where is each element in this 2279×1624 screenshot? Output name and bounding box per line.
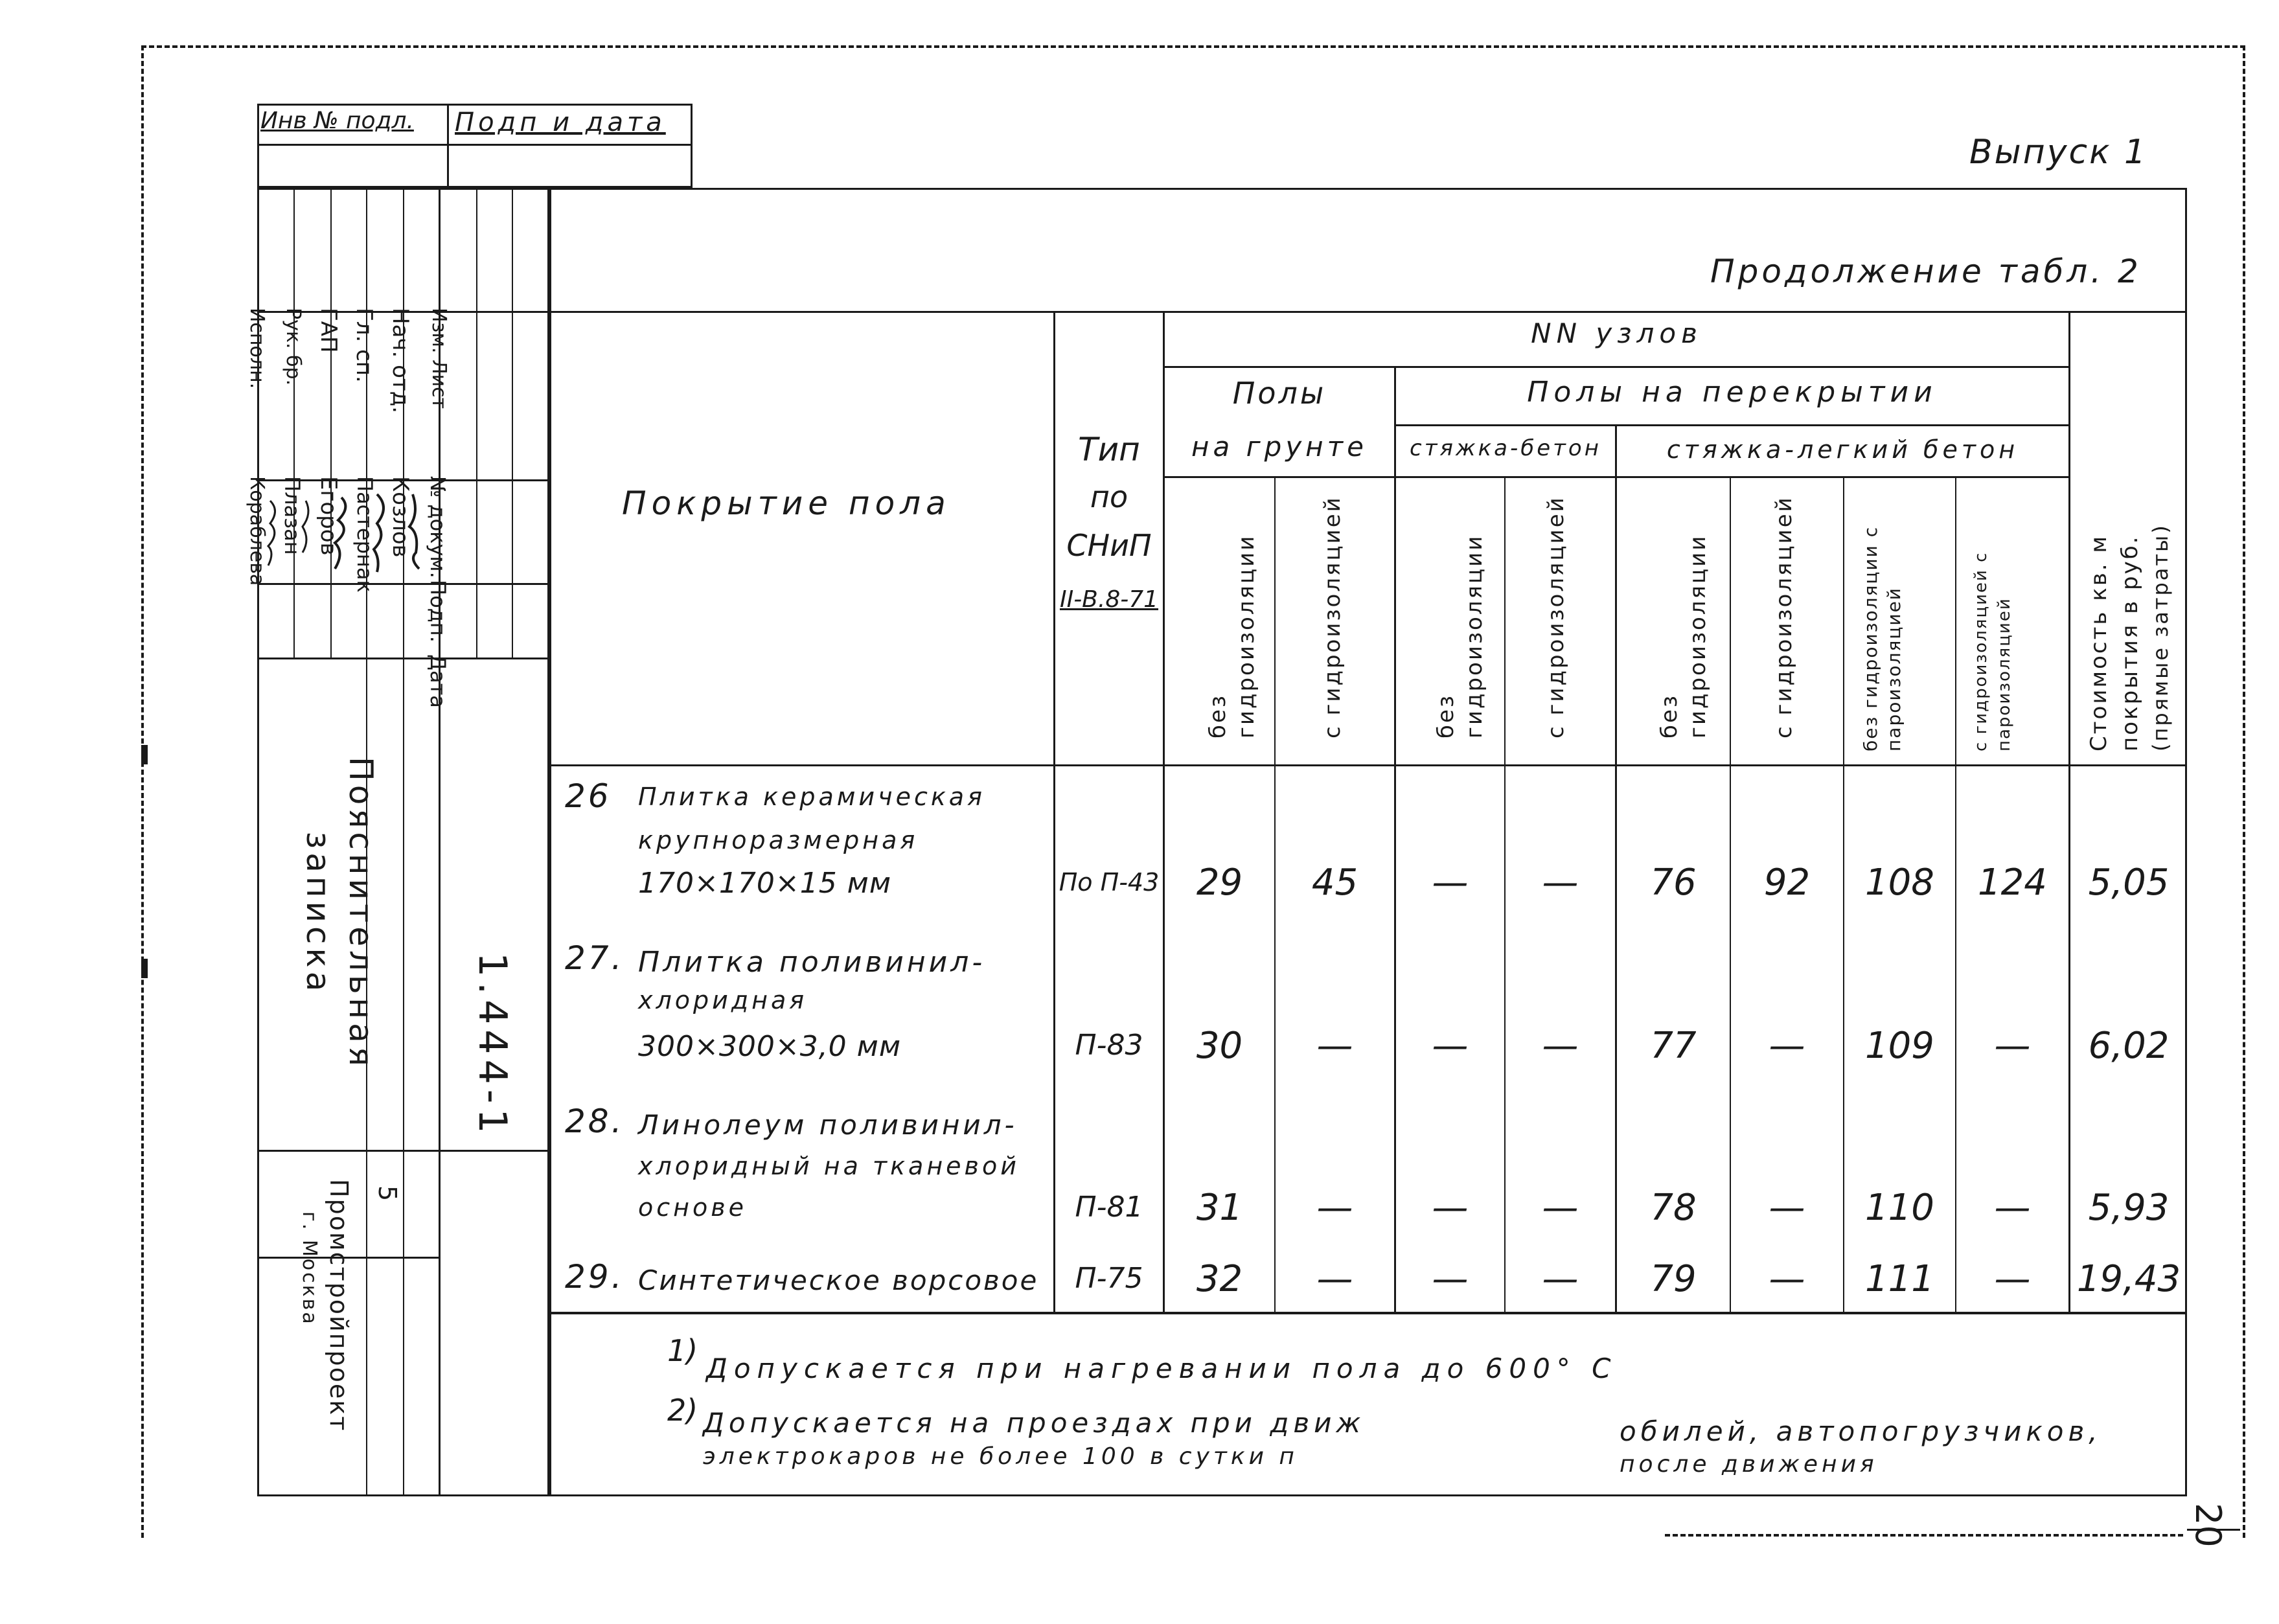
header-bottom-line bbox=[549, 764, 2187, 766]
col-header-1: без гидроизоляции bbox=[1205, 534, 1259, 738]
stamp-org: Промстройпроект bbox=[325, 1179, 353, 1432]
edge-mark-2 bbox=[141, 959, 148, 978]
stamp-col-6 bbox=[476, 188, 477, 658]
stamp-role-4: Рук. бр. bbox=[282, 308, 304, 386]
row-27-val-2: — bbox=[1316, 1025, 1353, 1067]
concrete-header: стяжка-бетон bbox=[1410, 435, 1601, 461]
lightconcrete-header: стяжка-легкий бетон bbox=[1666, 435, 2019, 464]
row-28-num: 28. bbox=[565, 1103, 624, 1140]
row-27-val-5: 77 bbox=[1650, 1025, 1697, 1067]
row-26-val-8: 124 bbox=[1978, 862, 2047, 904]
stamp-col-1 bbox=[293, 188, 295, 658]
row-28-val-2: — bbox=[1316, 1187, 1353, 1229]
col-header-8: с гидроизоляцией с пароизоляцией bbox=[1971, 551, 2014, 751]
stamp-surname-2: Пастернак bbox=[352, 476, 377, 593]
row-27-val-6: — bbox=[1769, 1025, 1805, 1067]
stamp-role-2: Гл. сп. bbox=[351, 308, 377, 383]
row-28-val-5: 78 bbox=[1650, 1187, 1697, 1229]
row-27-val-1: 30 bbox=[1196, 1025, 1243, 1067]
row-26-type: По П-43 bbox=[1059, 868, 1160, 897]
row-27-cost: 6,02 bbox=[2088, 1025, 2170, 1067]
row-27-val-8: — bbox=[1994, 1025, 2031, 1067]
cost-header-3: (прямые затраты) bbox=[2148, 523, 2173, 751]
note-2-line1b: обилей, автопогрузчиков, bbox=[1620, 1415, 2102, 1447]
row-26-val-5: 76 bbox=[1650, 862, 1697, 904]
row-29-val-2: — bbox=[1316, 1258, 1353, 1300]
row-26-val-7: 108 bbox=[1865, 862, 1934, 904]
row-26-val-6: 92 bbox=[1763, 862, 1811, 904]
ground-header-1: Полы bbox=[1232, 376, 1327, 411]
row-28-name-2: хлоридный на тканевой bbox=[638, 1152, 1020, 1180]
row-27-val-7: 109 bbox=[1865, 1025, 1934, 1067]
col-header-6: с гидроизоляцией bbox=[1771, 496, 1797, 738]
row-29-name-1: Синтетическое ворсовое bbox=[638, 1264, 1039, 1296]
stamp-sheet: 5 bbox=[373, 1185, 402, 1202]
row-26-name-3: 170×170×15 мм bbox=[638, 867, 892, 900]
table-top-line bbox=[549, 311, 2187, 313]
signatures-drawing bbox=[257, 481, 439, 583]
stamp-top-divider bbox=[257, 144, 693, 146]
row-29-val-8: — bbox=[1994, 1258, 2031, 1300]
row-28-val-6: — bbox=[1769, 1187, 1805, 1229]
row-28-val-4: — bbox=[1542, 1187, 1579, 1229]
row-28-val-7: 110 bbox=[1865, 1187, 1934, 1229]
col-header-7: без гидроизоляции с пароизоляцией bbox=[1860, 525, 1905, 751]
stamp-role-5: Исполн. bbox=[246, 308, 268, 389]
stamp-col-7 bbox=[512, 188, 513, 658]
col-header-5: без гидроизоляции bbox=[1656, 534, 1711, 738]
row-26-val-3: — bbox=[1432, 862, 1469, 904]
row-26-val-2: 45 bbox=[1311, 862, 1358, 904]
stamp-role-1: Нач. отд. bbox=[387, 308, 413, 414]
edge-mark-1 bbox=[141, 745, 148, 764]
col-header-2: с гидроизоляцией bbox=[1320, 496, 1346, 738]
stamp-sign-header: Подп и дата bbox=[455, 108, 666, 137]
row-29-cost: 19,43 bbox=[2076, 1258, 2181, 1300]
col-header-4: с гидроизоляцией bbox=[1543, 496, 1569, 738]
row-27-name-1: Плитка поливинил- bbox=[638, 946, 986, 979]
bottom-dashed-line bbox=[1665, 1534, 2183, 1537]
row-27-val-3: — bbox=[1432, 1025, 1469, 1067]
cost-header-2: покрытия в руб. bbox=[2117, 534, 2143, 751]
page-number: 20 bbox=[2188, 1503, 2228, 1548]
row-29-val-7: 111 bbox=[1865, 1258, 1934, 1300]
row-28-cost: 5,93 bbox=[2088, 1187, 2170, 1229]
stamp-sign-col-header: Подп. bbox=[426, 580, 450, 643]
cost-header-1: Стоимость кв. м bbox=[2086, 534, 2112, 751]
type-header-line3: СНиП bbox=[1066, 528, 1152, 563]
row-29-val-3: — bbox=[1432, 1258, 1469, 1300]
type-header-line1: Тип bbox=[1078, 431, 1140, 468]
row-27-name-2: хлоридная bbox=[638, 986, 808, 1014]
nodes-line bbox=[1163, 366, 2068, 368]
stamp-doc-code: 1.444-1 bbox=[470, 952, 515, 1139]
row-28-type: П-81 bbox=[1075, 1191, 1143, 1224]
type-header-line4: II-В.8-71 bbox=[1059, 586, 1159, 613]
row-27-type: П-83 bbox=[1075, 1029, 1143, 1062]
row-29-val-6: — bbox=[1769, 1258, 1805, 1300]
stamp-role-3: ГАП bbox=[315, 308, 341, 353]
row-28-val-1: 31 bbox=[1196, 1187, 1243, 1229]
row-26-num: 26 bbox=[565, 777, 612, 815]
row-26-val-4: — bbox=[1542, 862, 1579, 904]
row-28-name-1: Линолеум поливинил- bbox=[638, 1109, 1018, 1141]
row-29-val-5: 79 bbox=[1650, 1258, 1697, 1300]
stamp-surname-header: № докум. bbox=[426, 476, 450, 578]
type-header-line2: по bbox=[1090, 479, 1128, 514]
stamp-surname-5: Кораблева bbox=[246, 476, 268, 586]
stamp-col-2 bbox=[330, 188, 332, 658]
row-26-name-1: Плитка керамическая bbox=[638, 783, 985, 811]
row-28-val-8: — bbox=[1994, 1187, 2031, 1229]
note-1-text: Допускается при нагревании пола до 600° С bbox=[706, 1353, 1618, 1384]
stamp-surname-1: Козлов bbox=[387, 476, 413, 558]
note-2-mark: 2) bbox=[667, 1393, 698, 1428]
stamp-date-col-header: Дата bbox=[426, 654, 450, 708]
note-1-mark: 1) bbox=[667, 1333, 698, 1368]
stamp-surname-3: Егоров bbox=[315, 476, 341, 556]
stamp-surname-4: Плазан bbox=[280, 476, 304, 555]
row-29-type: П-75 bbox=[1075, 1262, 1143, 1295]
note-2-line2b: после движения bbox=[1620, 1451, 1878, 1478]
row-26-cost: 5,05 bbox=[2088, 862, 2170, 904]
note-2-line2a: электрокаров не более 100 в сутки п bbox=[703, 1443, 1298, 1470]
stamp-title: Пояснительная записка bbox=[299, 757, 380, 1070]
row-28-val-3: — bbox=[1432, 1187, 1469, 1229]
stamp-city: г. Москва bbox=[298, 1211, 321, 1326]
row-29-num: 29. bbox=[565, 1258, 624, 1296]
ground-header-2: на грунте bbox=[1191, 431, 1368, 463]
continuation-label: Продолжение табл. 2 bbox=[1710, 253, 2142, 290]
note-2-line1a: Допускается на проездах при движ bbox=[703, 1407, 1366, 1439]
col-line-2 bbox=[1394, 366, 1396, 1312]
col-line-cost-left bbox=[2068, 311, 2070, 1312]
coating-header: Покрытие пола bbox=[622, 485, 951, 522]
row-29-val-4: — bbox=[1542, 1258, 1579, 1300]
row-27-name-3: 300×300×3,0 мм bbox=[638, 1030, 902, 1063]
stamp-inv-header: Инв № подл. bbox=[260, 108, 414, 134]
issue-label: Выпуск 1 bbox=[1969, 133, 2148, 172]
floors-header: Полы на перекрытии bbox=[1527, 376, 1938, 409]
row-26-name-2: крупноразмерная bbox=[638, 826, 919, 854]
stamp-role-header: Изм. Лист bbox=[428, 308, 450, 409]
row-29-val-1: 32 bbox=[1196, 1258, 1243, 1300]
body-bottom-line bbox=[549, 1312, 2187, 1314]
col-header-3: без гидроизоляции bbox=[1433, 534, 1487, 738]
row-27-num: 27. bbox=[565, 939, 624, 977]
stamp-top-vdiv bbox=[447, 104, 449, 188]
row-28-name-3: основе bbox=[638, 1193, 748, 1222]
subgroup-line bbox=[1394, 424, 2068, 426]
row-26-val-1: 29 bbox=[1196, 862, 1243, 904]
nodes-header: NN узлов bbox=[1531, 317, 1702, 349]
row-27-val-4: — bbox=[1542, 1025, 1579, 1067]
